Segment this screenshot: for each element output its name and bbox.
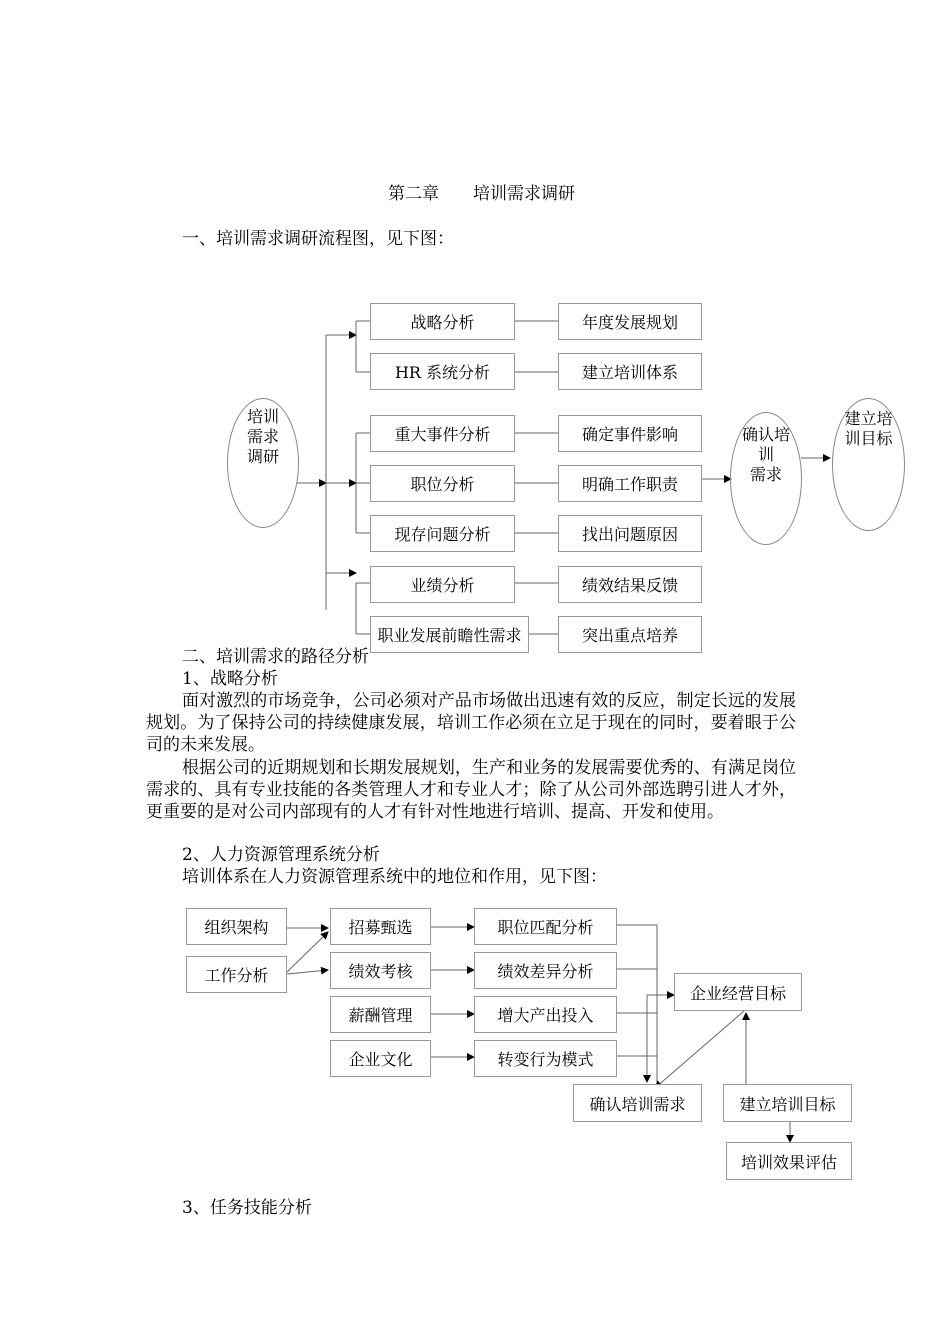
box-increase-output: 增大产出投入: [474, 996, 617, 1033]
analysis-box-major-event: 重大事件分析: [370, 415, 515, 452]
box-performance-gap: 绩效差异分析: [474, 952, 617, 989]
box-org-structure: 组织架构: [186, 908, 287, 945]
box-set-training-goal: 建立培训目标: [723, 1084, 852, 1122]
box-compensation: 薪酬管理: [330, 996, 431, 1033]
box-training-evaluation: 培训效果评估: [726, 1142, 852, 1180]
subheading-hr-system-analysis: 2、人力资源管理系统分析: [182, 845, 380, 865]
paragraph-strategy-2: 根据公司的近期规划和长期发展规划，生产和业务的发展需要优秀的、有满足岗位需求的、具有专业技能的各类管理人才和专业人才；除了从公司外部选聘引进人才外，更重要的是对公司内部现有的人才有针对性地进行培训、提高、开发和使用。: [146, 758, 796, 822]
result-box-problem-cause: 找出问题原因: [558, 515, 702, 552]
box-business-goal: 企业经营目标: [674, 973, 802, 1011]
analysis-box-existing-problem: 现存问题分析: [370, 515, 515, 552]
subheading-strategy-analysis: 1、战略分析: [182, 669, 278, 689]
section2-heading: 二、培训需求的路径分析: [182, 647, 369, 667]
box-corporate-culture: 企业文化: [330, 1040, 431, 1077]
box-performance-appraisal: 绩效考核: [330, 952, 431, 989]
analysis-box-strategy: 战略分析: [370, 303, 515, 340]
paragraph-hr-system-intro: 培训体系在人力资源管理系统中的地位和作用，见下图：: [182, 867, 607, 887]
training-goal-label: 建立培 训目标: [844, 409, 893, 448]
box-position-matching: 职位匹配分析: [474, 908, 617, 945]
result-box-event-impact: 确定事件影响: [558, 415, 702, 452]
box-behavior-change: 转变行为模式: [474, 1040, 617, 1077]
analysis-box-position: 职位分析: [370, 465, 515, 502]
result-box-annual-plan: 年度发展规划: [558, 303, 702, 340]
start-ellipse-label: 培训 需求 调研: [246, 407, 279, 466]
section1-heading: 一、培训需求调研流程图，见下图：: [182, 229, 454, 249]
analysis-box-hr-system: HR 系统分析: [370, 353, 515, 390]
paragraph-strategy-1: 面对激烈的市场竞争，公司必须对产品市场做出迅速有效的反应，制定长远的发展规划。为了保持公司的持续健康发展，培训工作必须在立足于现在的同时，要着眼于公司的未来发展。: [146, 691, 796, 755]
confirm-needs-label: 确认培 训 需求: [741, 425, 790, 484]
result-box-performance-feedback: 绩效结果反馈: [558, 566, 702, 603]
box-recruitment: 招募甄选: [330, 908, 431, 945]
box-confirm-training-need: 确认培训需求: [573, 1084, 702, 1122]
result-box-key-cultivation: 突出重点培养: [558, 616, 702, 653]
analysis-box-performance: 业绩分析: [370, 566, 515, 603]
box-job-analysis: 工作分析: [186, 956, 287, 993]
chapter-title: 第二章 培训需求调研: [388, 184, 575, 204]
result-box-training-system: 建立培训体系: [558, 353, 702, 390]
subheading-task-skill-analysis: 3、任务技能分析: [182, 1198, 312, 1218]
result-box-job-duties: 明确工作职责: [558, 465, 702, 502]
analysis-box-career-development: 职业发展前瞻性需求: [370, 616, 529, 653]
